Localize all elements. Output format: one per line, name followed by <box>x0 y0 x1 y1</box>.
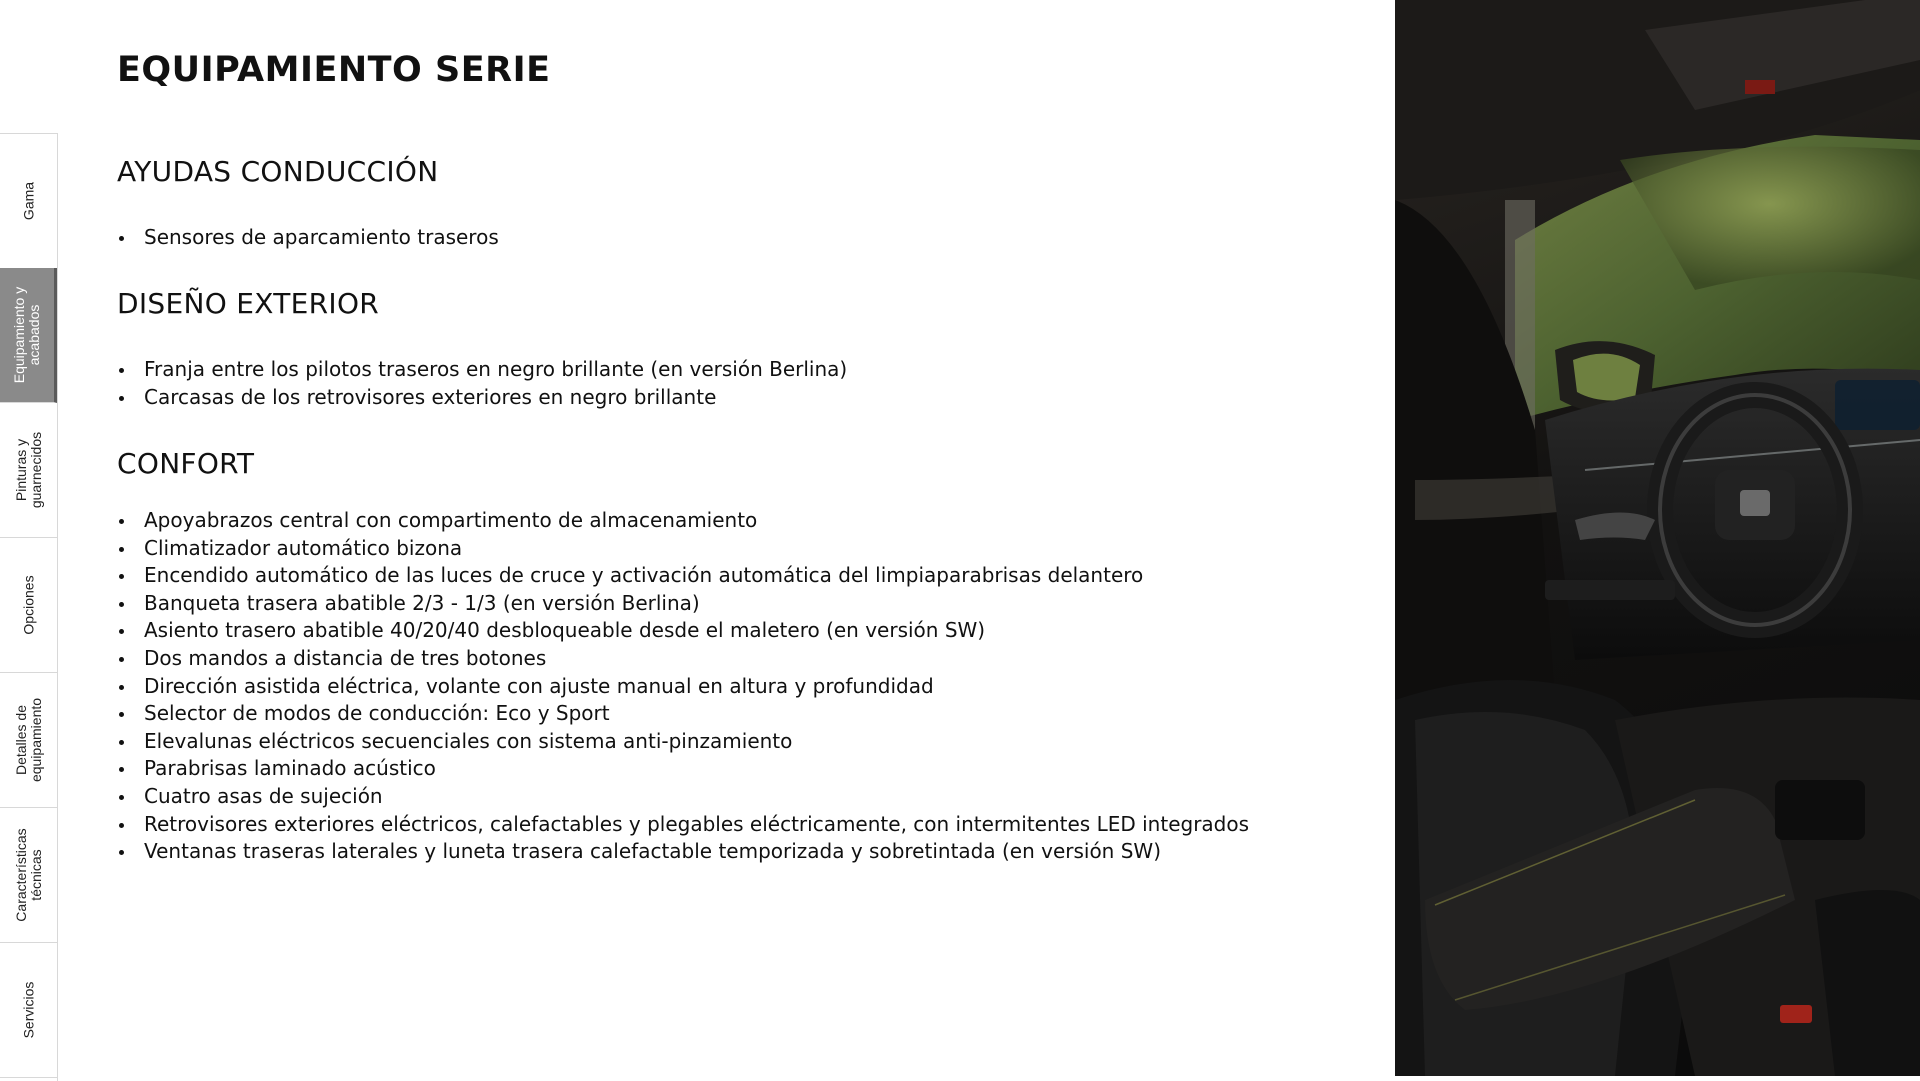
list-item: Banqueta trasera abatible 2/3 - 1/3 (en versión Berlina) <box>117 590 1249 618</box>
list-item: Ventanas traseras laterales y luneta trasera calefactable temporizada y sobretintada (en versión SW) <box>117 838 1249 866</box>
list-item: Carcasas de los retrovisores exteriores en negro brillante <box>117 384 847 412</box>
section-heading-confort: CONFORT <box>117 447 255 480</box>
list-item: Dos mandos a distancia de tres botones <box>117 645 1249 673</box>
list-item: Dirección asistida eléctrica, volante con ajuste manual en altura y profundidad <box>117 673 1249 701</box>
list-item: Elevalunas eléctricos secuenciales con sistema anti-pinzamiento <box>117 728 1249 756</box>
steering-logo <box>1740 490 1770 516</box>
tab-equipamiento-y-acabados[interactable] <box>0 268 57 403</box>
section-heading-ayudas: AYUDAS CONDUCCIÓN <box>117 155 439 188</box>
page-title: EQUIPAMIENTO SERIE <box>117 50 551 90</box>
tab-servicios[interactable] <box>0 943 57 1078</box>
list-item: Climatizador automático bizona <box>117 535 1249 563</box>
diseno-list <box>117 356 847 411</box>
tab-pinturas-y-guarnecidos[interactable] <box>0 403 57 538</box>
list-item: Selector de modos de conducción: Eco y Sport <box>117 700 1249 728</box>
list-item: Sensores de aparcamiento traseros <box>117 224 499 252</box>
list-item: Parabrisas laminado acústico <box>117 755 1249 783</box>
section-heading-diseno: DISEÑO EXTERIOR <box>117 287 380 320</box>
red-light-top <box>1745 80 1775 94</box>
list-item: Encendido automático de las luces de cruce y activación automática del limpiaparabrisas delantero <box>117 562 1249 590</box>
tab-label: Características técnicas <box>12 828 44 922</box>
ayudas-list <box>117 224 499 252</box>
list-item: Asiento trasero abatible 40/20/40 desbloqueable desde el maletero (en versión SW) <box>117 617 1249 645</box>
car-interior-illustration <box>1395 0 1920 1076</box>
tab-label: Opciones <box>20 575 36 635</box>
list-item: Franja entre los pilotos traseros en negro brillante (en versión Berlina) <box>117 356 847 384</box>
list-item: Cuatro asas de sujeción <box>117 783 1249 811</box>
side-navigation <box>0 133 58 1081</box>
tab-label: Servicios <box>20 981 36 1039</box>
tab-opciones[interactable] <box>0 538 57 673</box>
tab-label: Equipamiento y acabados <box>11 286 42 384</box>
car-interior-photo <box>1395 0 1920 1076</box>
red-belt-buckle <box>1780 1005 1812 1023</box>
tab-label: Pinturas y guarnecidos <box>12 431 44 509</box>
tab-label: Gama <box>20 181 36 221</box>
tab-detalles-de-equipamiento[interactable] <box>0 673 57 808</box>
confort-list <box>117 507 1249 866</box>
tab-label: Detalles de equipamiento <box>12 697 44 783</box>
list-item: Retrovisores exteriores eléctricos, calefactables y plegables eléctricamente, con intermitentes LED integrados <box>117 811 1249 839</box>
tab-caracteristicas-tecnicas[interactable] <box>0 808 57 943</box>
list-item: Apoyabrazos central con compartimento de almacenamiento <box>117 507 1249 535</box>
tab-gama[interactable] <box>0 134 57 269</box>
